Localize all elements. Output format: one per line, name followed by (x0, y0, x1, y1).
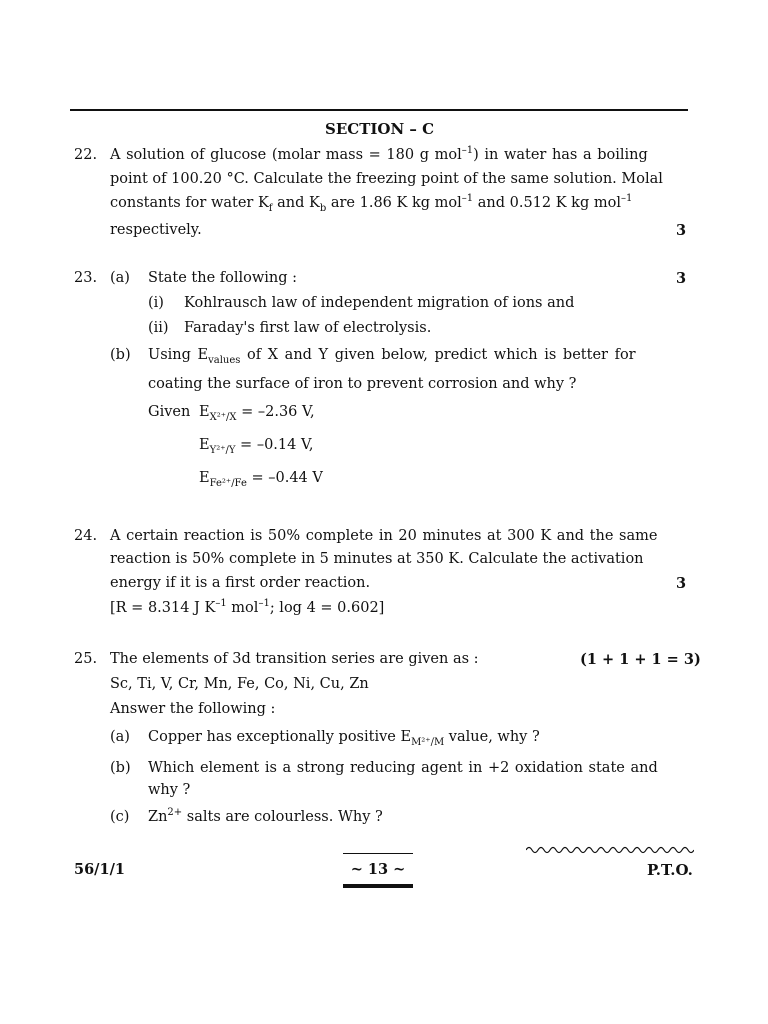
question-number: 25. (74, 651, 98, 667)
question-number: 24. (74, 528, 98, 544)
part-text: why ? (148, 782, 191, 798)
marks: 3 (676, 270, 687, 287)
marks: 3 (676, 575, 687, 592)
part-label: (a) (110, 729, 130, 745)
question-text-line: [R = 8.314 J $K^{-1}$ mol$^{-1}$; log 4 = 0.602] (110, 598, 385, 616)
page-number-top-rule (343, 853, 413, 854)
question-number: 22. (74, 147, 98, 163)
part-label: (b) (110, 760, 131, 776)
question-text-line: point of 100.20 °C. Calculate the freezing point of the same solution. Molal (110, 171, 663, 187)
question-text-line: energy if it is a first order reaction. (110, 575, 371, 591)
question-text-line: Sc, Ti, V, Cr, Mn, Fe, Co, Ni, Cu, Zn (110, 676, 369, 692)
wavy-line-decoration (526, 844, 694, 856)
electrode-potential: $E_{Fe^{2+}/Fe} = -0.44$ V (199, 470, 323, 489)
please-turn-over: P.T.O. (647, 861, 693, 879)
subpart-text: Faraday's first law of electrolysis. (184, 320, 432, 336)
question-number: 23. (74, 270, 98, 286)
part-text: Which element is a strong reducing agent in +2 oxidation state and (148, 760, 658, 776)
part-text: State the following : (148, 270, 298, 286)
part-text: Copper has exceptionally positive $E_{M^{2+}/M}$ value, why ? (148, 729, 540, 748)
electrode-potential: $E_{Y^{2+}/Y} = -0.14$ V, (199, 437, 314, 456)
subpart-text: Kohlrausch law of independent migration of ions and (184, 295, 575, 311)
question-text-line: constants for water $K_f$ and $K_b$ are 1.86 K kg mol$^{-1}$ and 0.512 K kg mol$^{-1}$ (110, 193, 633, 214)
section-title: SECTION – C (325, 120, 435, 138)
marks: 3 (676, 222, 687, 239)
part-label: (b) (110, 347, 131, 363)
question-text-line: respectively. (110, 222, 202, 238)
part-label: (c) (110, 809, 130, 825)
question-text-line: reaction is 50% complete in 5 minutes at 350 K. Calculate the activation (110, 551, 644, 567)
paper-code: 56/1/1 (74, 861, 125, 878)
marks: (1 + 1 + 1 = 3) (580, 651, 701, 668)
part-text: Using $E_{values}$ of X and Y given below, predict which is better for (148, 347, 636, 366)
page-number-bottom-rule (343, 884, 413, 888)
question-text-line: The elements of 3d transition series are given as : (110, 651, 479, 667)
top-rule (70, 109, 688, 111)
part-text: $Zn^{2+}$ salts are colourless. Why ? (148, 807, 383, 825)
subpart-label: (ii) (148, 320, 169, 336)
electrode-potential: $E_{X^{2+}/X} = -2.36$ V, (199, 404, 315, 423)
given-label: Given (148, 404, 191, 420)
page-number: ~ 13 ~ (350, 861, 406, 878)
question-text-line: Answer the following : (110, 701, 276, 717)
part-text: coating the surface of iron to prevent corrosion and why ? (148, 376, 577, 392)
question-text-line: A solution of glucose (molar mass = 180 g mol$^{-1}$) in water has a boiling (110, 145, 648, 163)
subpart-label: (i) (148, 295, 164, 311)
part-label: (a) (110, 270, 130, 286)
question-text-line: A certain reaction is 50% complete in 20 minutes at 300 K and the same (110, 528, 658, 544)
